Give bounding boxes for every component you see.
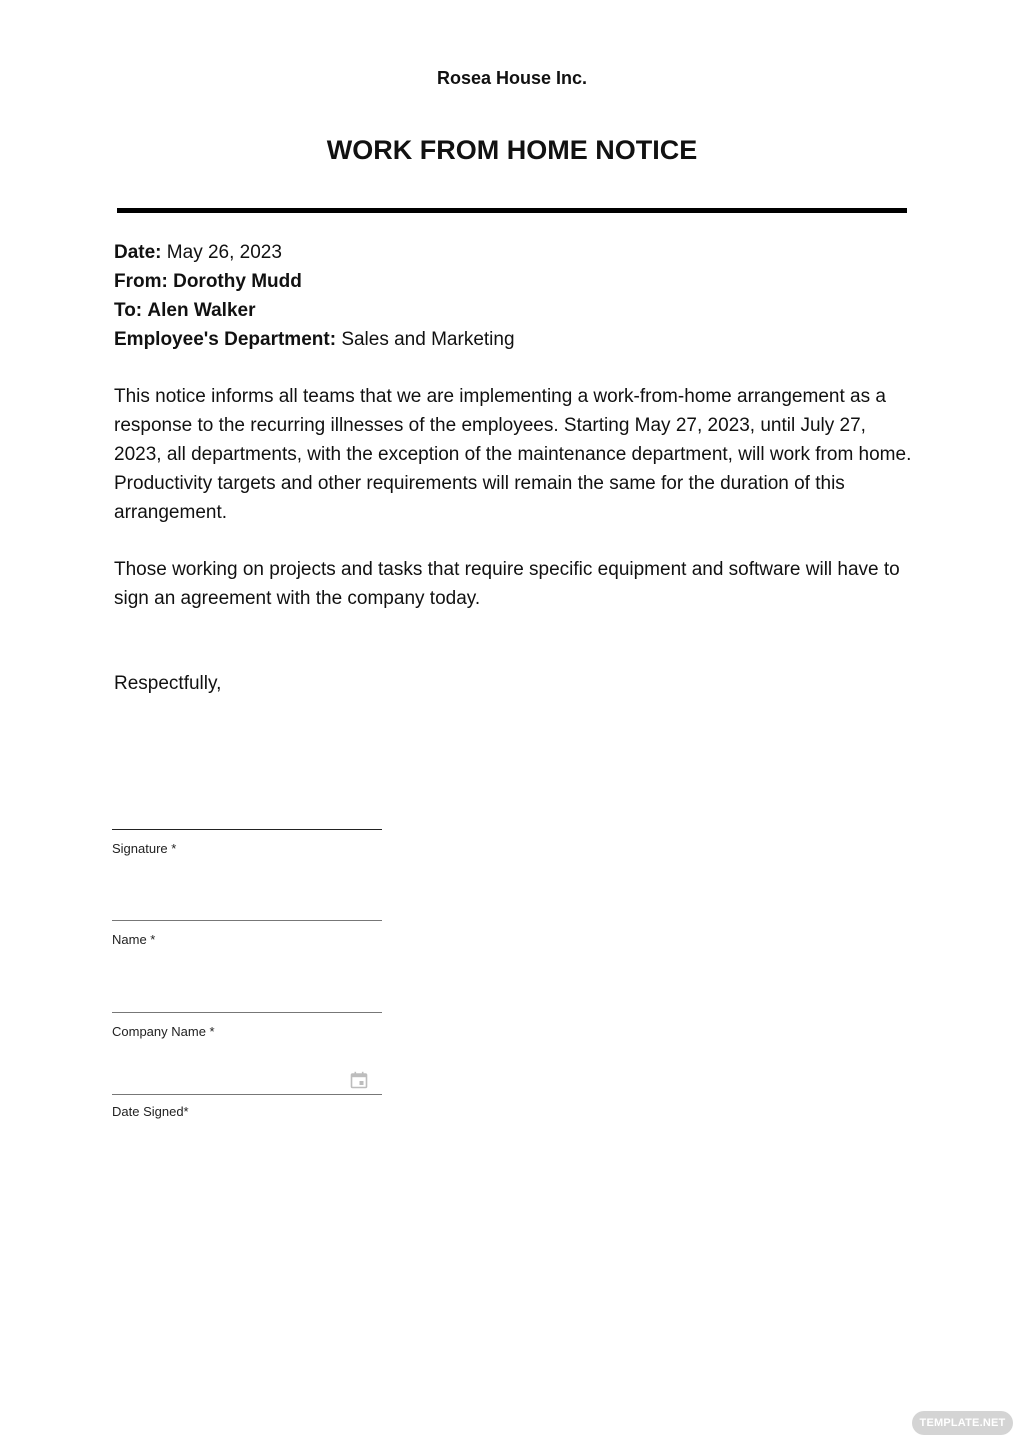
department-value: Sales and Marketing [341,329,515,350]
to-value: Alen Walker [147,300,256,321]
company-name: Rosea House Inc. [436,68,588,88]
signature-label: Signature * [112,841,177,856]
from-label: From: [114,271,168,292]
template-watermark: TEMPLATE.NET [912,1411,1013,1435]
department-line [114,325,515,354]
to-label: To: [114,300,143,321]
date-line [114,238,515,267]
date-signed-label: Date Signed* [112,1104,189,1119]
closing-line: Respectfully, [114,673,222,694]
company-name-input[interactable] [112,963,382,1013]
name-label: Name * [112,932,156,947]
name-input[interactable] [112,872,382,921]
title-divider [117,208,907,213]
department-label: Employee's Department: [114,329,337,350]
company-name-field [112,963,382,1040]
date-signed-input[interactable] [112,1046,382,1095]
date-value: May 26, 2023 [166,242,282,263]
from-value: Dorothy Mudd [173,271,302,292]
date-label: Date: [114,242,162,263]
date-signed-field [112,1046,382,1120]
page-title: WORK FROM HOME NOTICE [326,135,698,165]
signature-field [112,780,382,857]
company-name-label: Company Name * [112,1024,215,1039]
from-line [114,267,515,296]
body-paragraph-2: Those working on projects and tasks that require specific equipment and software will have to sign an agreement with the company today. [114,559,900,609]
name-field [112,872,382,948]
calendar-icon[interactable] [350,1071,368,1089]
signature-input[interactable] [112,780,382,830]
notice-meta [114,238,515,354]
to-line [114,296,515,325]
body-paragraph-1: This notice informs all teams that we are implementing a work-from-home arrangement as a response to the recurring illnesses of the employees. Starting May 27, 2023, until July 27, 2023, all departments, with the exception of the maintenance department, will work from home. Productivity targets and other requirements will remain the same for the duration of this arrangement. [114,386,912,523]
